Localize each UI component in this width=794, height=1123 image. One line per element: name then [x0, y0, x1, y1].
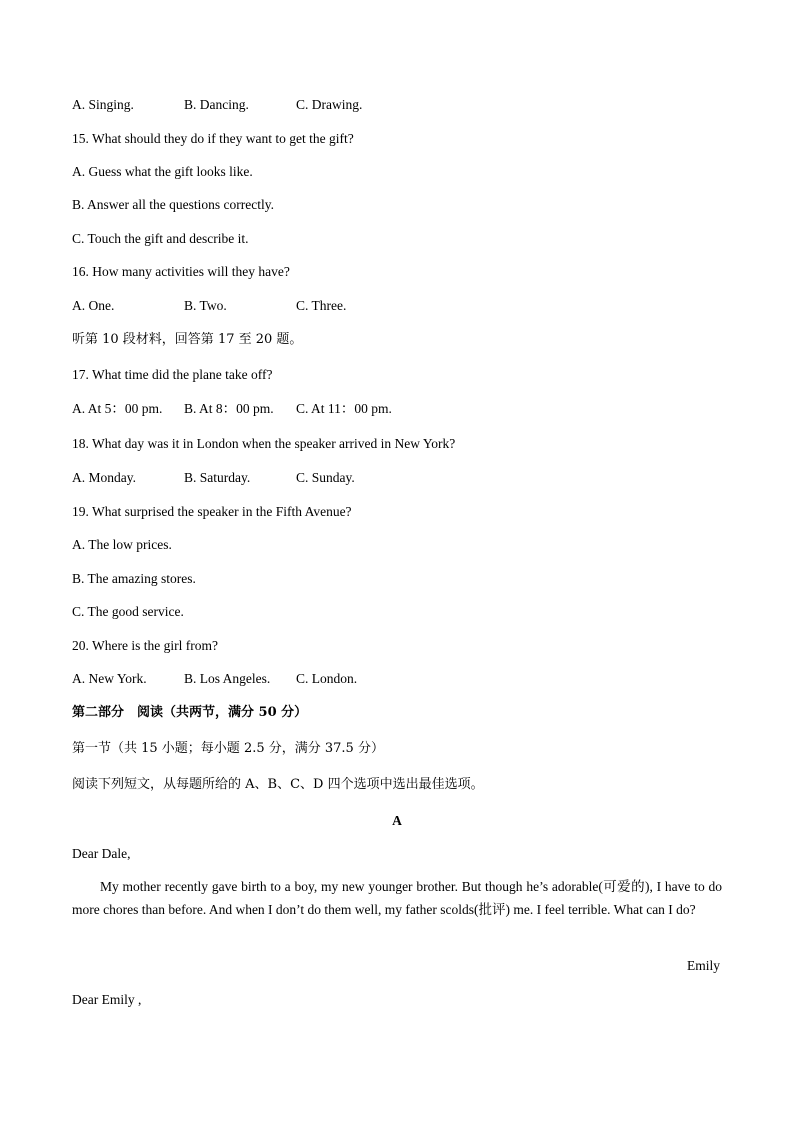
q14-option-b: B. Dancing. — [184, 97, 249, 112]
q16-option-c: C. Three. — [296, 298, 347, 313]
q17-option-b: B. At 8：00 pm. — [184, 401, 274, 416]
q17-option-a: A. At 5：00 pm. — [72, 401, 163, 416]
q16-option-b: B. Two. — [184, 298, 227, 313]
part2-heading: 第二部分 阅读（共两节，满分 50 分） — [72, 705, 308, 720]
q14-option-c: C. Drawing. — [296, 97, 363, 112]
q16-question: 16. How many activities will they have? — [72, 264, 290, 279]
part2-instruction: 阅读下列短文，从每题所给的 A、B、C、D 四个选项中选出最佳选项。 — [72, 777, 484, 792]
q18-option-a: A. Monday. — [72, 470, 136, 485]
q14-option-a: A. Singing. — [72, 97, 134, 112]
q20-question: 20. Where is the girl from? — [72, 638, 218, 653]
q17-option-c: C. At 11：00 pm. — [296, 401, 392, 416]
q18-option-b: B. Saturday. — [184, 470, 251, 485]
q19-option-c: C. The good service. — [72, 604, 184, 619]
section-instruction: 听第 10 段材料，回答第 17 至 20 题。 — [72, 332, 303, 347]
signature: Emily — [687, 958, 720, 973]
q19-question: 19. What surprised the speaker in the Fifth Avenue? — [72, 504, 352, 519]
salutation-emily: Dear Emily , — [72, 992, 142, 1007]
q15-option-a: A. Guess what the gift looks like. — [72, 164, 253, 179]
q17-question: 17. What time did the plane take off? — [72, 367, 273, 382]
q15-option-b: B. Answer all the questions correctly. — [72, 197, 274, 212]
q15-question: 15. What should they do if they want to get the gift? — [72, 131, 354, 146]
q20-option-a: A. New York. — [72, 671, 147, 686]
q19-option-a: A. The low prices. — [72, 537, 172, 552]
q16-option-a: A. One. — [72, 298, 115, 313]
part2-section1: 第一节（共 15 小题；每小题 2.5 分，满分 37.5 分） — [72, 741, 384, 756]
passage-label: A — [392, 813, 402, 828]
q18-question: 18. What day was it in London when the speaker arrived in New York? — [72, 436, 456, 451]
q18-option-c: C. Sunday. — [296, 470, 355, 485]
letter-body: My mother recently gave birth to a boy, my new younger brother. But though he’s adorable(可爱的), I have to do more chores than before. And when I don’t do them well, my father scolds(批评) me. I feel terrible. What can I do? — [72, 879, 722, 917]
q15-option-c: C. Touch the gift and describe it. — [72, 231, 249, 246]
q20-option-b: B. Los Angeles. — [184, 671, 271, 686]
salutation-dale: Dear Dale, — [72, 846, 131, 861]
q19-option-b: B. The amazing stores. — [72, 571, 196, 586]
q20-option-c: C. London. — [296, 671, 358, 686]
